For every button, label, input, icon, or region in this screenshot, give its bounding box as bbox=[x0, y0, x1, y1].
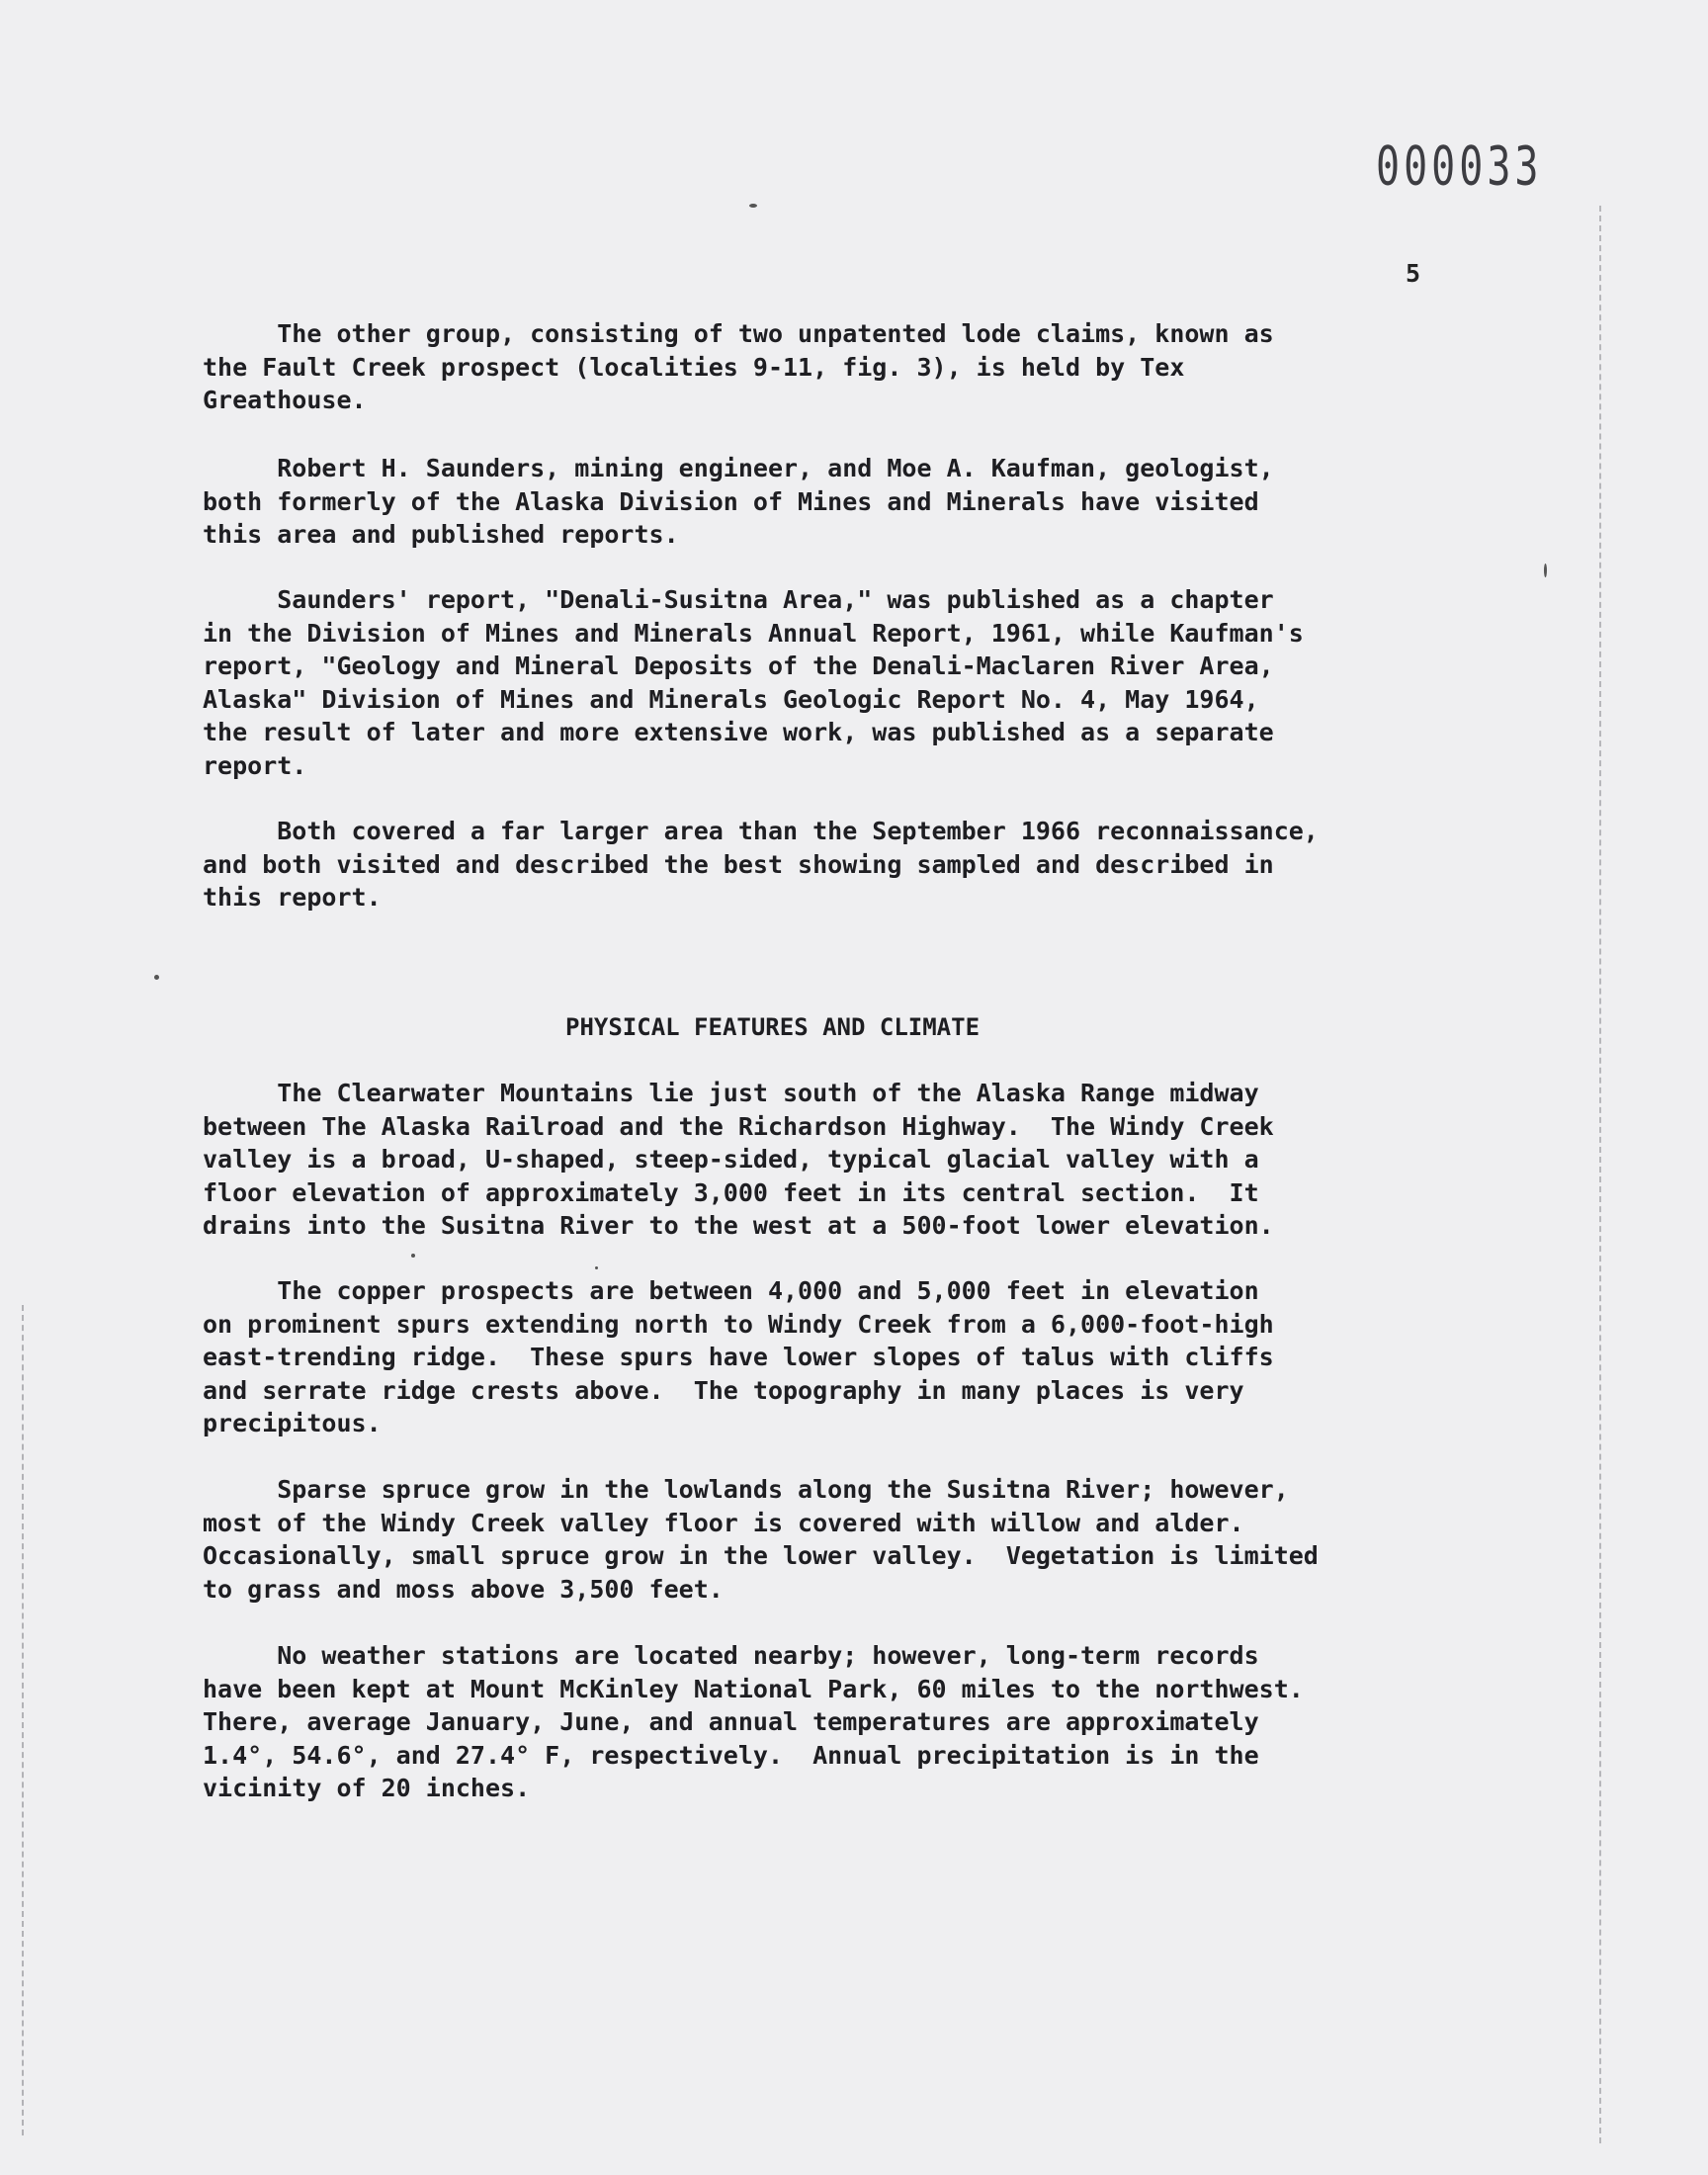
paragraph-clearwater-mountains: The Clearwater Mountains lie just south of the Alaska Range midway between The Alaska Railroad and the Richardson Highway. The Windy Creek valley is a broad, U-shaped, steep-sided, typical glacial valley with a floor elevation of approximately 3,000 feet in its central section. It drains into the Susitna River to the west at a 500-foot lower elevation. bbox=[203, 1079, 1274, 1240]
scan-speck bbox=[1544, 564, 1547, 577]
scan-speck bbox=[749, 204, 757, 208]
right-margin-rule bbox=[1599, 206, 1601, 2143]
paragraph-reconnaissance: Both covered a far larger area than the September 1966 reconnaissance, and both visited and described the best showing sampled and described in this report. bbox=[203, 817, 1319, 912]
paragraph-reports: Saunders' report, "Denali-Susitna Area," was published as a chapter in the Division of Mines and Minerals Annual Report, 1961, while Kaufman's report, "Geology and Mineral Deposits of the Denali-Maclaren River Area, Alaska" Division of Mines and Minerals Geologic Report No. 4, May 1964, the result of later and more extensive work, was published as a separate report. bbox=[203, 585, 1304, 780]
section-heading: PHYSICAL FEATURES AND CLIMATE bbox=[565, 1013, 981, 1041]
left-margin-rule bbox=[22, 1305, 24, 2135]
scan-speck bbox=[595, 1266, 598, 1269]
page-number: 5 bbox=[1406, 259, 1421, 288]
paragraph-weather: No weather stations are located nearby; however, long-term records have been kept at Mount McKinley National Park, 60 miles to the northwest. There, average January, June, and annual temperatures are approximately 1.4°, 54.6°, and 27.4° F, respectively. Annual precipitation is in the vicinity of 20 inches. bbox=[203, 1641, 1304, 1802]
scan-speck bbox=[154, 975, 159, 980]
document-stamp-number: 000033 bbox=[1376, 136, 1543, 199]
paragraph-fault-creek: The other group, consisting of two unpatented lode claims, known as the Fault Creek prospect (localities 9-11, fig. 3), is held by Tex Greathouse. bbox=[203, 319, 1274, 414]
paragraph-saunders-kaufman: Robert H. Saunders, mining engineer, and Moe A. Kaufman, geologist, both formerly of the Alaska Division of Mines and Minerals have visited this area and published reports. bbox=[203, 454, 1274, 549]
paragraph-copper-prospects: The copper prospects are between 4,000 and 5,000 feet in elevation on prominent spurs extending north to Windy Creek from a 6,000-foot-high east-trending ridge. These spurs have lower slopes of talus with cliffs and serrate ridge crests above. The topography in many places is very precipitous. bbox=[203, 1276, 1274, 1437]
paragraph-vegetation: Sparse spruce grow in the lowlands along the Susitna River; however, most of the Windy Creek valley floor is covered with willow and alder. Occasionally, small spruce grow in the lower valley. Vegetation is limited to grass and moss above 3,500 feet. bbox=[203, 1475, 1319, 1604]
scan-speck bbox=[411, 1254, 415, 1258]
